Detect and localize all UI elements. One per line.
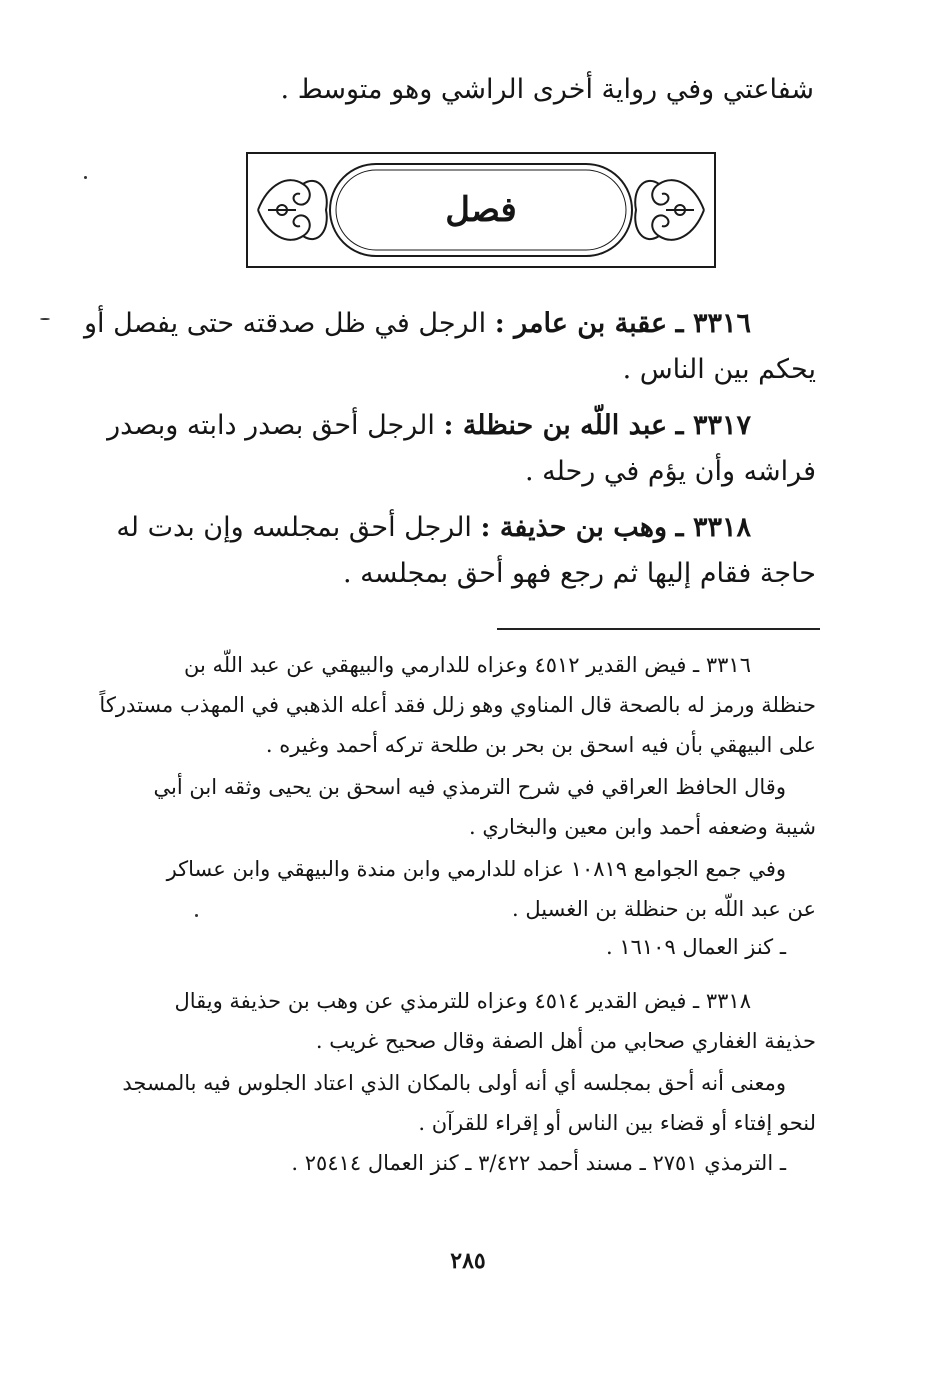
- footnote-line: ٣٣١٨ ـ فيض القدير ٤٥١٤ وعزاه للترمذي عن وهب بن حذيفة ويقال: [174, 989, 751, 1013]
- footnote-line: على البيهقي بأن فيه اسحق بن بحر بن طلحة تركه أحمد وغيره .: [265, 733, 816, 757]
- entry-3317-line-1: [107, 408, 751, 444]
- entry-3318-line-1: [116, 510, 751, 546]
- section-heading-frame: [246, 152, 716, 268]
- footnote-separator: [497, 628, 820, 630]
- footnote-line: لنحو إفتاء أو قضاء بين الناس أو إقراء للقرآن .: [418, 1111, 816, 1135]
- entry-narrator: عبد اللّه بن حنظلة :: [443, 410, 668, 441]
- entry-number: ٣٣١٧ ـ: [675, 410, 751, 441]
- footnote-line: وقال الحافظ العراقي في شرح الترمذي فيه اسحق بن يحيى وثقه ابن أبي: [153, 775, 786, 799]
- entry-number: ٣٣١٨ ـ: [675, 512, 751, 543]
- footnote-line: عن عبد اللّه بن حنظلة بن الغسيل .: [511, 897, 816, 921]
- page-number: ٢٨٥: [450, 1248, 486, 1274]
- footnote-line: شيبة وضعفه أحمد وابن معين والبخاري .: [469, 815, 816, 839]
- footnote-line: ـ كنز العمال ١٦١٠٩ .: [605, 935, 786, 959]
- entry-narrator: عقبة بن عامر :: [494, 308, 668, 339]
- footnote-line: وفي جمع الجوامع ١٠٨١٩ عزاه للدارمي وابن مندة والبيهقي وابن عساكر: [166, 857, 786, 881]
- entry-3317-line-2: فراشه وأن يؤم في رحله .: [524, 456, 816, 487]
- scan-speck: [40, 318, 50, 320]
- footnote-line: ـ الترمذي ٢٧٥١ ـ مسند أحمد ٣/٤٢٢ ـ كنز العمال ٢٥٤١٤ .: [291, 1151, 786, 1175]
- footnote-line: حذيفة الغفاري صحابي من أهل الصفة وقال صحيح غريب .: [315, 1029, 816, 1053]
- scan-speck: [195, 914, 198, 917]
- top-line: شفاعتي وفي رواية أخرى الراشي وهو متوسط .: [280, 74, 814, 105]
- entry-number: ٣٣١٦ ـ: [675, 308, 751, 339]
- entry-text: الرجل أحق بصدر دابته وبصدر: [107, 410, 435, 441]
- footnote-line: حنظلة ورمز له بالصحة قال المناوي وهو زلل فقد أعله الذهبي في المهذب مستدركاً: [99, 693, 816, 717]
- footnote-line: ٣٣١٦ ـ فيض القدير ٤٥١٢ وعزاه للدارمي والبيهقي عن عبد اللّه بن: [184, 653, 751, 677]
- entry-3318-line-2: حاجة فقام إليها ثم رجع فهو أحق بمجلسه .: [342, 558, 816, 589]
- entry-3316-line-1: [84, 306, 751, 342]
- section-title: فصل: [445, 190, 517, 230]
- entry-3316-line-2: يحكم بين الناس .: [622, 354, 816, 385]
- scan-speck: [84, 176, 87, 179]
- entry-text: الرجل في ظل صدقته حتى يفصل أو: [84, 308, 487, 339]
- footnote-line: ومعنى أنه أحق بمجلسه أي أنه أولى بالمكان الذي اعتاد الجلوس فيه بالمسجد: [122, 1071, 786, 1095]
- entry-narrator: وهب بن حذيفة :: [480, 512, 668, 543]
- entry-text: الرجل أحق بمجلسه وإن بدت له: [116, 512, 472, 543]
